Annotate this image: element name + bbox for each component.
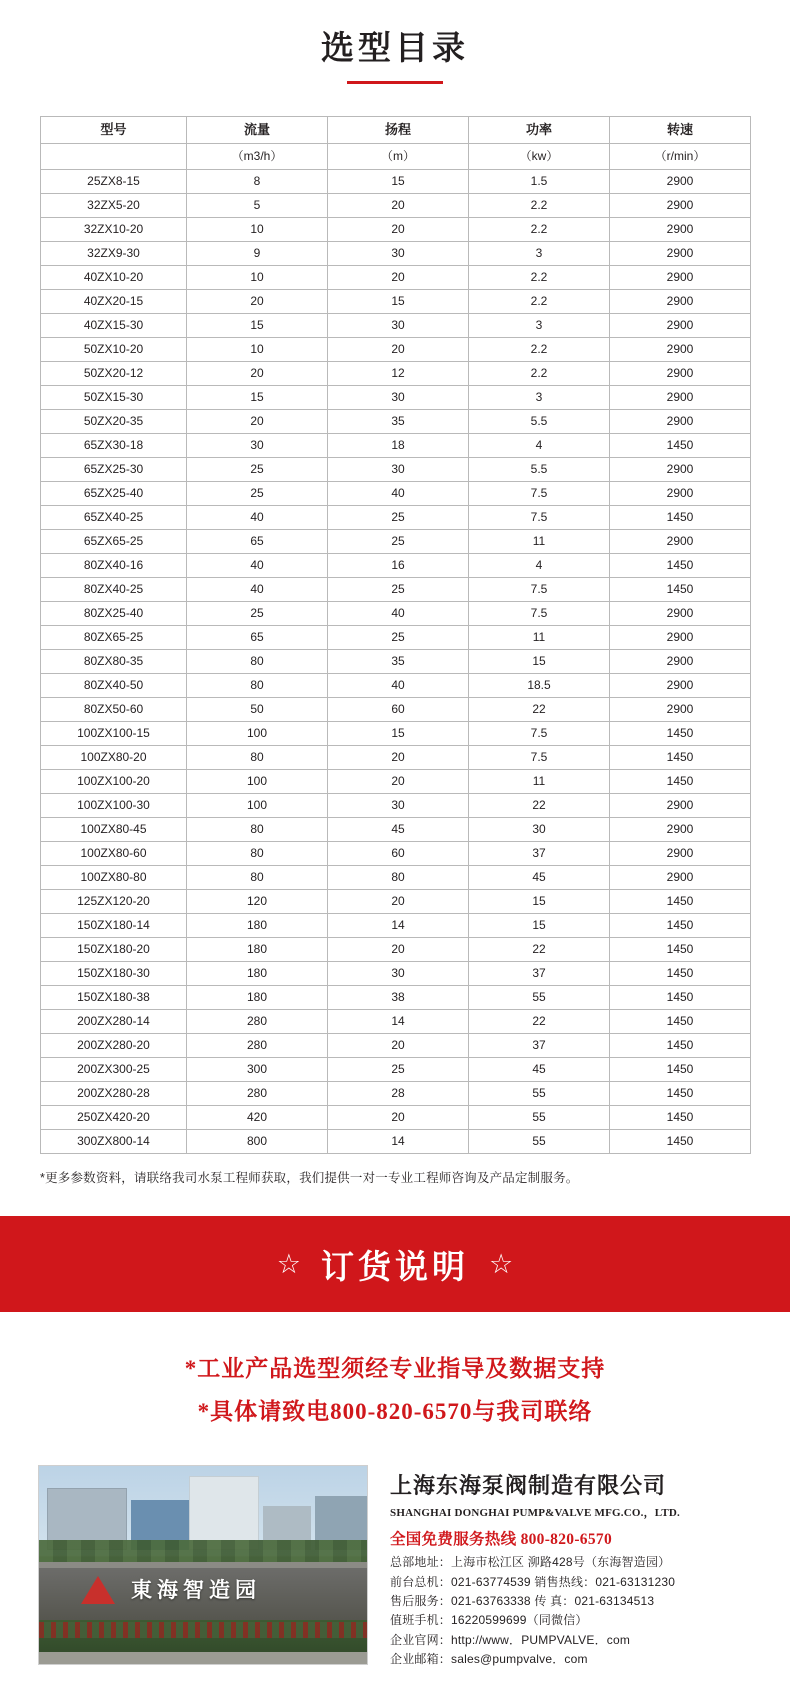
cell-speed: 1450 bbox=[610, 1010, 751, 1034]
cell-model: 65ZX30-18 bbox=[41, 434, 187, 458]
cell-speed: 2900 bbox=[610, 386, 751, 410]
cell-flow: 300 bbox=[187, 1058, 328, 1082]
cell-flow: 15 bbox=[187, 386, 328, 410]
table-row bbox=[41, 266, 751, 290]
cell-head: 25 bbox=[328, 578, 469, 602]
cell-model: 150ZX180-14 bbox=[41, 914, 187, 938]
cell-power: 55 bbox=[469, 1082, 610, 1106]
cell-head: 60 bbox=[328, 698, 469, 722]
table-row bbox=[41, 338, 751, 362]
cell-head: 20 bbox=[328, 338, 469, 362]
cell-model: 80ZX25-40 bbox=[41, 602, 187, 626]
cell-power: 3 bbox=[469, 386, 610, 410]
cell-power: 2.2 bbox=[469, 290, 610, 314]
cell-model: 150ZX180-38 bbox=[41, 986, 187, 1010]
cell-head: 40 bbox=[328, 482, 469, 506]
table-row bbox=[41, 1130, 751, 1154]
table-row bbox=[41, 458, 751, 482]
cell-power: 1.5 bbox=[469, 170, 610, 194]
cell-flow: 120 bbox=[187, 890, 328, 914]
cell-model: 100ZX100-20 bbox=[41, 770, 187, 794]
cell-model: 100ZX100-15 bbox=[41, 722, 187, 746]
cell-flow: 100 bbox=[187, 722, 328, 746]
cell-model: 300ZX800-14 bbox=[41, 1130, 187, 1154]
cell-model: 25ZX8-15 bbox=[41, 170, 187, 194]
cell-flow: 25 bbox=[187, 458, 328, 482]
cell-power: 55 bbox=[469, 1130, 610, 1154]
cell-power: 4 bbox=[469, 554, 610, 578]
table-row bbox=[41, 890, 751, 914]
cell-flow: 280 bbox=[187, 1082, 328, 1106]
cell-head: 20 bbox=[328, 1106, 469, 1130]
cell-flow: 80 bbox=[187, 842, 328, 866]
cell-model: 40ZX20-15 bbox=[41, 290, 187, 314]
cell-flow: 30 bbox=[187, 434, 328, 458]
cell-power: 11 bbox=[469, 530, 610, 554]
cell-speed: 1450 bbox=[610, 1034, 751, 1058]
cell-head: 40 bbox=[328, 674, 469, 698]
cell-head: 60 bbox=[328, 842, 469, 866]
table-row bbox=[41, 1082, 751, 1106]
cell-head: 18 bbox=[328, 434, 469, 458]
table-row bbox=[41, 554, 751, 578]
table-unit-row bbox=[41, 144, 751, 170]
page-title-block bbox=[0, 0, 790, 94]
company-name-en: SHANGHAI DONGHAI PUMP&VALVE MFG.CO.，LTD. bbox=[390, 1507, 680, 1520]
cell-power: 7.5 bbox=[469, 506, 610, 530]
cell-power: 37 bbox=[469, 842, 610, 866]
cell-flow: 50 bbox=[187, 698, 328, 722]
cell-head: 14 bbox=[328, 1130, 469, 1154]
table-row bbox=[41, 434, 751, 458]
walkway bbox=[39, 1652, 368, 1665]
cell-flow: 20 bbox=[187, 410, 328, 434]
cell-model: 200ZX280-20 bbox=[41, 1034, 187, 1058]
cell-flow: 180 bbox=[187, 914, 328, 938]
table-row bbox=[41, 482, 751, 506]
contact-line: 售后服务：021-63763338 传 真：021-63134513 bbox=[390, 1593, 655, 1608]
unit-model bbox=[41, 144, 187, 170]
cell-head: 20 bbox=[328, 770, 469, 794]
cell-model: 200ZX280-14 bbox=[41, 1010, 187, 1034]
cell-flow: 180 bbox=[187, 938, 328, 962]
cell-flow: 420 bbox=[187, 1106, 328, 1130]
cell-flow: 80 bbox=[187, 746, 328, 770]
table-row bbox=[41, 938, 751, 962]
cell-speed: 2900 bbox=[610, 410, 751, 434]
cell-speed: 2900 bbox=[610, 818, 751, 842]
cell-speed: 1450 bbox=[610, 1130, 751, 1154]
cell-speed: 2900 bbox=[610, 314, 751, 338]
cell-flow: 10 bbox=[187, 266, 328, 290]
cell-speed: 2900 bbox=[610, 866, 751, 890]
cell-model: 150ZX180-20 bbox=[41, 938, 187, 962]
cell-head: 80 bbox=[328, 866, 469, 890]
table-row bbox=[41, 506, 751, 530]
cell-flow: 180 bbox=[187, 962, 328, 986]
cell-speed: 2900 bbox=[610, 482, 751, 506]
cell-speed: 1450 bbox=[610, 722, 751, 746]
cell-power: 2.2 bbox=[469, 338, 610, 362]
cell-speed: 2900 bbox=[610, 170, 751, 194]
band-title: 订货说明 bbox=[321, 1249, 469, 1286]
cell-model: 32ZX5-20 bbox=[41, 194, 187, 218]
cell-head: 30 bbox=[328, 386, 469, 410]
cell-head: 38 bbox=[328, 986, 469, 1010]
table-row bbox=[41, 314, 751, 338]
table-row bbox=[41, 1010, 751, 1034]
band-inner bbox=[277, 1241, 513, 1288]
column-header-power: 功率 bbox=[469, 117, 610, 144]
cell-flow: 25 bbox=[187, 482, 328, 506]
table-row bbox=[41, 626, 751, 650]
slogan-line-1: *工业产品选型须经专业指导及数据支持 bbox=[184, 1356, 606, 1381]
cell-speed: 2900 bbox=[610, 530, 751, 554]
cell-model: 50ZX15-30 bbox=[41, 386, 187, 410]
cell-flow: 65 bbox=[187, 626, 328, 650]
cell-flow: 5 bbox=[187, 194, 328, 218]
table-row bbox=[41, 818, 751, 842]
spec-table-body bbox=[41, 170, 751, 1154]
cell-model: 65ZX25-30 bbox=[41, 458, 187, 482]
slogan-block bbox=[0, 1312, 790, 1459]
unit-flow: （m3/h） bbox=[187, 144, 328, 170]
cell-power: 22 bbox=[469, 938, 610, 962]
cell-flow: 80 bbox=[187, 650, 328, 674]
cell-speed: 1450 bbox=[610, 770, 751, 794]
building-c bbox=[189, 1476, 259, 1550]
wall-cap bbox=[39, 1562, 368, 1568]
table-row bbox=[41, 698, 751, 722]
triangle-emblem-icon bbox=[81, 1576, 115, 1606]
title-underline bbox=[347, 81, 443, 84]
cell-flow: 10 bbox=[187, 338, 328, 362]
cell-speed: 2900 bbox=[610, 218, 751, 242]
cell-head: 20 bbox=[328, 266, 469, 290]
cell-speed: 2900 bbox=[610, 242, 751, 266]
table-row bbox=[41, 218, 751, 242]
table-row bbox=[41, 650, 751, 674]
cell-power: 37 bbox=[469, 1034, 610, 1058]
cell-power: 2.2 bbox=[469, 362, 610, 386]
cell-speed: 1450 bbox=[610, 938, 751, 962]
table-row bbox=[41, 914, 751, 938]
contact-line: 企业邮箱：sales@pumpvalve．com bbox=[390, 1652, 588, 1667]
cell-power: 22 bbox=[469, 698, 610, 722]
service-hotline: 全国免费服务热线 800-820-6570 bbox=[390, 1531, 612, 1549]
cell-flow: 10 bbox=[187, 218, 328, 242]
cell-power: 4 bbox=[469, 434, 610, 458]
cell-flow: 180 bbox=[187, 986, 328, 1010]
cell-flow: 40 bbox=[187, 506, 328, 530]
cell-head: 25 bbox=[328, 506, 469, 530]
cell-head: 20 bbox=[328, 218, 469, 242]
table-row bbox=[41, 194, 751, 218]
column-header-head: 扬程 bbox=[328, 117, 469, 144]
cell-model: 250ZX420-20 bbox=[41, 1106, 187, 1130]
cell-model: 65ZX25-40 bbox=[41, 482, 187, 506]
cell-model: 100ZX100-30 bbox=[41, 794, 187, 818]
cell-model: 32ZX9-30 bbox=[41, 242, 187, 266]
table-row bbox=[41, 386, 751, 410]
cell-power: 5.5 bbox=[469, 410, 610, 434]
table-note: *更多参数资料，请联络我司水泵工程师获取，我们提供一对一专业工程师咨询及产品定制服务。 bbox=[40, 1171, 579, 1185]
factory-photo bbox=[38, 1465, 368, 1665]
cell-model: 65ZX65-25 bbox=[41, 530, 187, 554]
table-row bbox=[41, 962, 751, 986]
cell-model: 100ZX80-20 bbox=[41, 746, 187, 770]
photo-sign-text: 東海智造园 bbox=[131, 1578, 261, 1603]
cell-model: 32ZX10-20 bbox=[41, 218, 187, 242]
cell-power: 3 bbox=[469, 242, 610, 266]
cell-head: 20 bbox=[328, 1034, 469, 1058]
star-icon-right: ☆ bbox=[489, 1248, 514, 1279]
table-row bbox=[41, 578, 751, 602]
cell-head: 14 bbox=[328, 914, 469, 938]
cell-speed: 2900 bbox=[610, 362, 751, 386]
cell-head: 30 bbox=[328, 962, 469, 986]
cell-flow: 280 bbox=[187, 1010, 328, 1034]
cell-speed: 1450 bbox=[610, 1106, 751, 1130]
cell-flow: 40 bbox=[187, 554, 328, 578]
cell-speed: 2900 bbox=[610, 842, 751, 866]
table-row bbox=[41, 770, 751, 794]
cell-power: 15 bbox=[469, 890, 610, 914]
cell-head: 45 bbox=[328, 818, 469, 842]
cell-speed: 1450 bbox=[610, 890, 751, 914]
cell-model: 80ZX80-35 bbox=[41, 650, 187, 674]
cell-speed: 1450 bbox=[610, 962, 751, 986]
contact-line: 值班手机：16220599699（同微信） bbox=[390, 1613, 588, 1628]
cell-model: 80ZX40-16 bbox=[41, 554, 187, 578]
cell-model: 65ZX40-25 bbox=[41, 506, 187, 530]
cell-flow: 40 bbox=[187, 578, 328, 602]
cell-head: 35 bbox=[328, 650, 469, 674]
cell-power: 30 bbox=[469, 818, 610, 842]
slogan-line-2: *具体请致电800-820-6570与我司联络 bbox=[197, 1398, 593, 1424]
cell-flow: 20 bbox=[187, 290, 328, 314]
cell-speed: 1450 bbox=[610, 746, 751, 770]
cell-model: 40ZX15-30 bbox=[41, 314, 187, 338]
table-row bbox=[41, 242, 751, 266]
cell-power: 11 bbox=[469, 770, 610, 794]
cell-flow: 15 bbox=[187, 314, 328, 338]
cell-power: 2.2 bbox=[469, 266, 610, 290]
cell-power: 7.5 bbox=[469, 746, 610, 770]
cell-speed: 1450 bbox=[610, 434, 751, 458]
cell-speed: 1450 bbox=[610, 506, 751, 530]
table-row bbox=[41, 674, 751, 698]
cell-power: 5.5 bbox=[469, 458, 610, 482]
cell-model: 80ZX40-50 bbox=[41, 674, 187, 698]
contact-list bbox=[390, 1553, 680, 1670]
cell-speed: 2900 bbox=[610, 194, 751, 218]
cell-speed: 1450 bbox=[610, 1058, 751, 1082]
cell-speed: 1450 bbox=[610, 578, 751, 602]
cell-model: 200ZX300-25 bbox=[41, 1058, 187, 1082]
cell-model: 125ZX120-20 bbox=[41, 890, 187, 914]
cell-power: 2.2 bbox=[469, 194, 610, 218]
table-row bbox=[41, 290, 751, 314]
cell-model: 100ZX80-80 bbox=[41, 866, 187, 890]
contact-line: 企业官网：http://www．PUMPVALVE．com bbox=[390, 1632, 631, 1647]
table-row bbox=[41, 794, 751, 818]
contact-line: 总部地址：上海市松江区 泖路428号（东海智造园） bbox=[390, 1555, 671, 1570]
cell-model: 80ZX40-25 bbox=[41, 578, 187, 602]
cell-speed: 2900 bbox=[610, 626, 751, 650]
cell-flow: 8 bbox=[187, 170, 328, 194]
table-row bbox=[41, 722, 751, 746]
footer bbox=[0, 1459, 790, 1692]
cell-head: 20 bbox=[328, 746, 469, 770]
cell-model: 50ZX10-20 bbox=[41, 338, 187, 362]
table-row bbox=[41, 410, 751, 434]
table-row bbox=[41, 866, 751, 890]
cell-flow: 80 bbox=[187, 818, 328, 842]
cell-flow: 25 bbox=[187, 602, 328, 626]
cell-model: 50ZX20-12 bbox=[41, 362, 187, 386]
cell-head: 20 bbox=[328, 938, 469, 962]
cell-model: 100ZX80-45 bbox=[41, 818, 187, 842]
table-row bbox=[41, 746, 751, 770]
cell-speed: 1450 bbox=[610, 1082, 751, 1106]
cell-model: 200ZX280-28 bbox=[41, 1082, 187, 1106]
cell-flow: 100 bbox=[187, 794, 328, 818]
cell-head: 30 bbox=[328, 314, 469, 338]
cell-speed: 2900 bbox=[610, 458, 751, 482]
cell-power: 55 bbox=[469, 986, 610, 1010]
cell-head: 30 bbox=[328, 242, 469, 266]
unit-power: （kw） bbox=[469, 144, 610, 170]
cell-head: 15 bbox=[328, 290, 469, 314]
cell-head: 25 bbox=[328, 1058, 469, 1082]
cell-flow: 9 bbox=[187, 242, 328, 266]
page-title: 选型目录 bbox=[321, 31, 469, 67]
cell-speed: 1450 bbox=[610, 914, 751, 938]
cell-power: 45 bbox=[469, 866, 610, 890]
cell-speed: 1450 bbox=[610, 554, 751, 578]
table-row bbox=[41, 362, 751, 386]
flower-bed bbox=[39, 1622, 368, 1638]
cell-speed: 2900 bbox=[610, 698, 751, 722]
cell-model: 100ZX80-60 bbox=[41, 842, 187, 866]
cell-head: 15 bbox=[328, 722, 469, 746]
tree-row bbox=[39, 1540, 368, 1564]
cell-head: 15 bbox=[328, 170, 469, 194]
spec-table-wrapper bbox=[0, 94, 790, 1154]
cell-model: 150ZX180-30 bbox=[41, 962, 187, 986]
cell-power: 11 bbox=[469, 626, 610, 650]
cell-head: 25 bbox=[328, 530, 469, 554]
table-row bbox=[41, 986, 751, 1010]
cell-flow: 80 bbox=[187, 866, 328, 890]
table-row bbox=[41, 1058, 751, 1082]
cell-head: 40 bbox=[328, 602, 469, 626]
table-header-row bbox=[41, 117, 751, 144]
cell-power: 22 bbox=[469, 794, 610, 818]
table-row bbox=[41, 842, 751, 866]
cell-speed: 2900 bbox=[610, 794, 751, 818]
spec-table bbox=[40, 116, 751, 1154]
cell-model: 80ZX65-25 bbox=[41, 626, 187, 650]
cell-power: 7.5 bbox=[469, 482, 610, 506]
cell-power: 22 bbox=[469, 1010, 610, 1034]
column-header-flow: 流量 bbox=[187, 117, 328, 144]
cell-speed: 2900 bbox=[610, 602, 751, 626]
column-header-speed: 转速 bbox=[610, 117, 751, 144]
cell-speed: 2900 bbox=[610, 674, 751, 698]
cell-speed: 2900 bbox=[610, 290, 751, 314]
cell-power: 2.2 bbox=[469, 218, 610, 242]
order-instructions-band bbox=[0, 1216, 790, 1312]
cell-head: 20 bbox=[328, 194, 469, 218]
cell-model: 40ZX10-20 bbox=[41, 266, 187, 290]
company-info bbox=[390, 1465, 680, 1670]
table-row bbox=[41, 530, 751, 554]
cell-power: 7.5 bbox=[469, 602, 610, 626]
cell-model: 80ZX50-60 bbox=[41, 698, 187, 722]
cell-head: 16 bbox=[328, 554, 469, 578]
table-row bbox=[41, 602, 751, 626]
cell-head: 30 bbox=[328, 794, 469, 818]
table-row bbox=[41, 170, 751, 194]
cell-head: 14 bbox=[328, 1010, 469, 1034]
unit-head: （m） bbox=[328, 144, 469, 170]
table-row bbox=[41, 1034, 751, 1058]
cell-power: 55 bbox=[469, 1106, 610, 1130]
column-header-model: 型号 bbox=[41, 117, 187, 144]
company-name-cn: 上海东海泵阀制造有限公司 bbox=[390, 1473, 667, 1499]
contact-line: 前台总机：021-63774539 销售热线：021-63131230 bbox=[390, 1574, 676, 1589]
cell-power: 15 bbox=[469, 914, 610, 938]
unit-speed: （r/min） bbox=[610, 144, 751, 170]
cell-power: 18.5 bbox=[469, 674, 610, 698]
cell-flow: 800 bbox=[187, 1130, 328, 1154]
cell-power: 45 bbox=[469, 1058, 610, 1082]
cell-flow: 20 bbox=[187, 362, 328, 386]
cell-head: 30 bbox=[328, 458, 469, 482]
star-icon-left: ☆ bbox=[276, 1248, 301, 1279]
cell-head: 20 bbox=[328, 890, 469, 914]
cell-power: 7.5 bbox=[469, 578, 610, 602]
cell-model: 50ZX20-35 bbox=[41, 410, 187, 434]
cell-power: 7.5 bbox=[469, 722, 610, 746]
cell-head: 12 bbox=[328, 362, 469, 386]
table-row bbox=[41, 1106, 751, 1130]
cell-power: 37 bbox=[469, 962, 610, 986]
cell-head: 35 bbox=[328, 410, 469, 434]
cell-speed: 1450 bbox=[610, 986, 751, 1010]
cell-power: 15 bbox=[469, 650, 610, 674]
cell-power: 3 bbox=[469, 314, 610, 338]
cell-head: 25 bbox=[328, 626, 469, 650]
cell-flow: 65 bbox=[187, 530, 328, 554]
cell-speed: 2900 bbox=[610, 650, 751, 674]
cell-head: 28 bbox=[328, 1082, 469, 1106]
cell-speed: 2900 bbox=[610, 338, 751, 362]
cell-flow: 80 bbox=[187, 674, 328, 698]
cell-flow: 280 bbox=[187, 1034, 328, 1058]
cell-flow: 100 bbox=[187, 770, 328, 794]
cell-speed: 2900 bbox=[610, 266, 751, 290]
